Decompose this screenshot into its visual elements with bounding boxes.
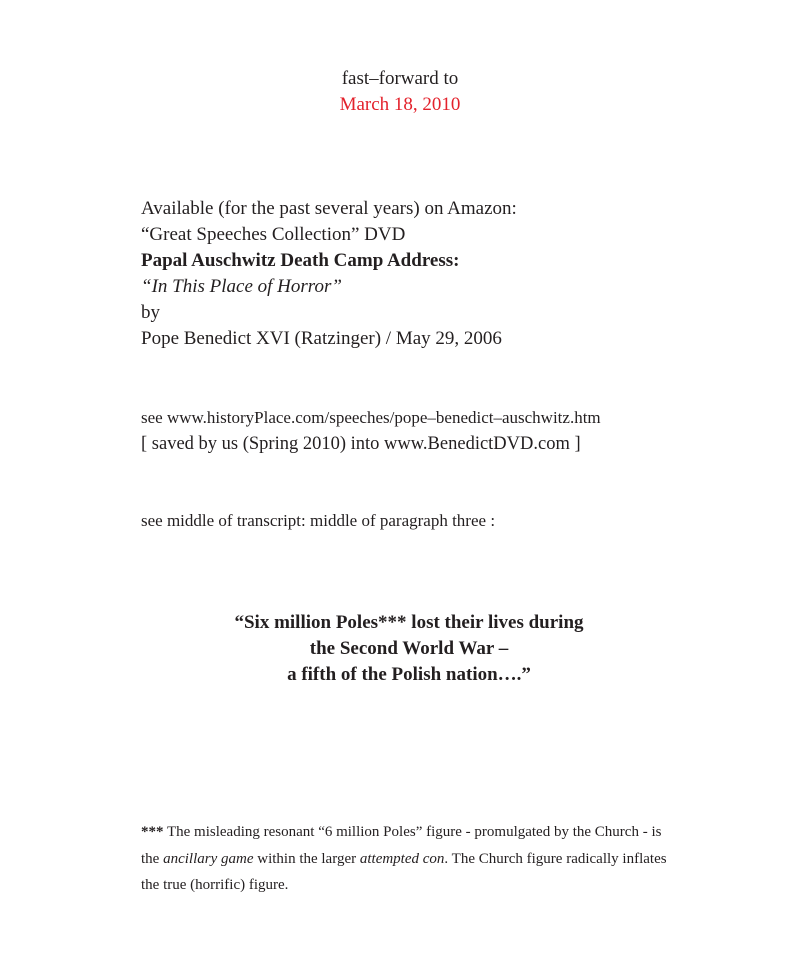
footnote-text: . The Church figure radically inflates the true (horrific) figure. [141,850,667,893]
saved-link-line: [ saved by us (Spring 2010) into www.BenedictDVD.com ] [141,434,581,454]
pull-quote [0,610,800,688]
author-date: Pope Benedict XVI (Ratzinger) / May 29, 2006 [141,328,502,349]
availability-block [141,196,761,352]
quote-line: a fifth of the Polish nation….” [287,664,531,685]
footnote-text: The misleading resonant “6 million Poles” figure - promulgated by the Church - is the [141,824,662,867]
address-title: Papal Auschwitz Death Camp Address: [141,250,460,271]
address-subtitle: “In This Place of Horror” [141,276,342,297]
footnote-marker: *** [141,824,164,840]
dvd-title: “Great Speeches Collection” DVD [141,224,406,245]
footnote-text: within the larger [253,850,360,867]
header-date: March 18, 2010 [339,94,461,115]
links-block [141,405,761,457]
footnote [141,819,681,899]
availability-line: Available (for the past several years) on Amazon: [141,198,517,219]
transcript-note: see middle of transcript: middle of paragraph three : [141,511,496,530]
source-link-line: see www.historyPlace.com/speeches/pope–benedict–auschwitz.htm [141,408,601,427]
footnote-emphasis: ancillary game [163,850,254,867]
quote-line: the Second World War – [309,638,509,659]
by-line: by [141,302,160,323]
footnote-emphasis: attempted con [359,850,445,867]
header [0,66,800,118]
header-intro: fast–forward to [341,68,459,89]
quote-line: “Six million Poles*** lost their lives during [234,612,584,633]
